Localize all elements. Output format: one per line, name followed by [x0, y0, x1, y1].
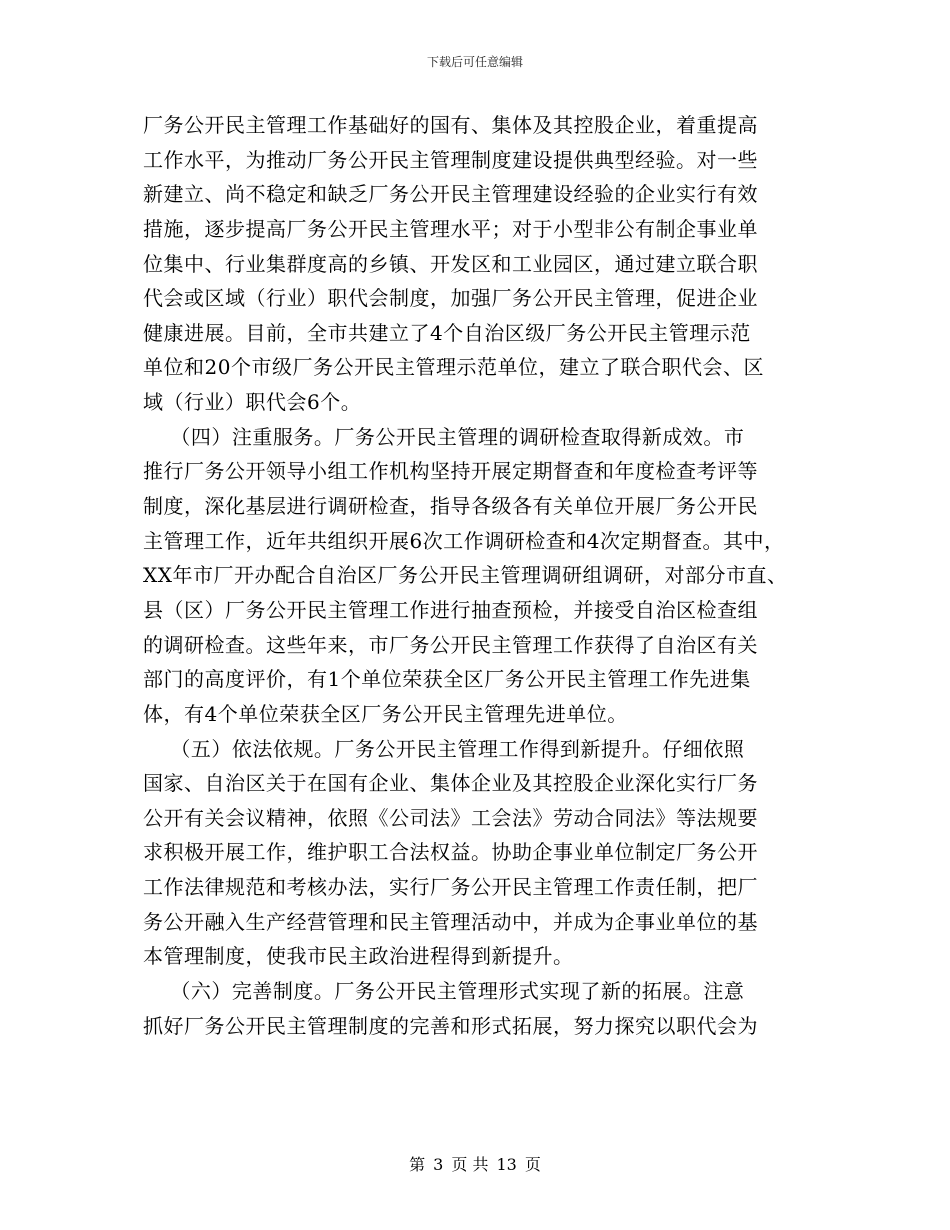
text-line: 工作水平，为推动厂务公开民主管理制度建设提供典型经验。对一些 — [143, 147, 758, 172]
text-line: 部门的高度评价，有1个单位荣获全区厂务公开民主管理工作先进集 — [143, 667, 751, 692]
footer-suffix: 页 — [524, 1155, 541, 1174]
text-line: 体，有4个单位荣获全区厂务公开民主管理先进单位。 — [143, 701, 628, 726]
text-line: （五）依法依规。厂务公开民主管理工作得到新提升。仔细依照 — [143, 736, 745, 761]
page-header: 下载后可任意编辑 — [426, 55, 523, 69]
text-line: 健康进展。目前，全市共建立了4个自治区级厂务公开民主管理示范 — [143, 320, 751, 345]
text-line: 工作法律规范和考核办法，实行厂务公开民主管理工作责任制，把厂 — [143, 875, 758, 900]
text-line: 推行厂务公开领导小组工作机构坚持开展定期督查和年度检查考评等 — [143, 459, 758, 484]
text-line: 的调研检查。这些年来，市厂务公开民主管理工作获得了自治区有关 — [143, 632, 758, 657]
text-line: 新建立、尚不稳定和缺乏厂务公开民主管理建设经验的企业实行有效 — [143, 182, 758, 207]
text-line: 求积极开展工作，维护职工合法权益。协助企事业单位制定厂务公开 — [143, 840, 758, 865]
text-line: 国家、自治区关于在国有企业、集体企业及其控股企业深化实行厂务 — [143, 771, 758, 796]
text-line: 抓好厂务公开民主管理制度的完善和形式拓展，努力探究以职代会为 — [143, 1013, 758, 1038]
text-line: 制度，深化基层进行调研检查，指导各级各有关单位开展厂务公开民 — [143, 494, 758, 519]
text-line: 单位和20个市级厂务公开民主管理示范单位，建立了联合职代会、区 — [143, 355, 764, 380]
text-line: 主管理工作，近年共组织开展6次工作调研检查和4次定期督查。其中， — [143, 528, 785, 553]
text-line: XX年市厂开办配合自治区厂务公开民主管理调研组调研，对部分市直、 — [143, 563, 788, 588]
text-line: 措施，逐步提高厂务公开民主管理水平；对于小型非公有制企事业单 — [143, 216, 758, 241]
text-line: 公开有关会议精神，依照《公司法》工会法》劳动合同法》等法规要 — [143, 805, 758, 830]
text-line: （四）注重服务。厂务公开民主管理的调研检查取得新成效。市 — [143, 424, 745, 449]
footer-prefix: 第 — [409, 1155, 426, 1174]
body-text — [143, 108, 823, 1043]
text-line: 域（行业）职代会6个。 — [143, 390, 362, 415]
text-line: 本管理制度，使我市民主政治进程得到新提升。 — [143, 944, 574, 969]
footer-middle: 页 共 — [451, 1155, 489, 1174]
text-line: 厂务公开民主管理工作基础好的国有、集体及其控股企业，着重提高 — [143, 113, 758, 137]
page-footer — [0, 1155, 950, 1175]
total-pages: 13 — [496, 1155, 517, 1174]
text-line: 位集中、行业集群度高的乡镇、开发区和工业园区，通过建立联合职 — [143, 251, 758, 276]
text-line: 务公开融入生产经营管理和民主管理活动中，并成为企事业单位的基 — [143, 909, 758, 934]
text-line: 代会或区域（行业）职代会制度，加强厂务公开民主管理，促进企业 — [143, 286, 758, 311]
text-line: 县（区）厂务公开民主管理工作进行抽查预检，并接受自治区检查组 — [143, 597, 758, 622]
page-number: 3 — [433, 1155, 444, 1174]
text-line: （六）完善制度。厂务公开民主管理形式实现了新的拓展。注意 — [143, 979, 745, 1004]
